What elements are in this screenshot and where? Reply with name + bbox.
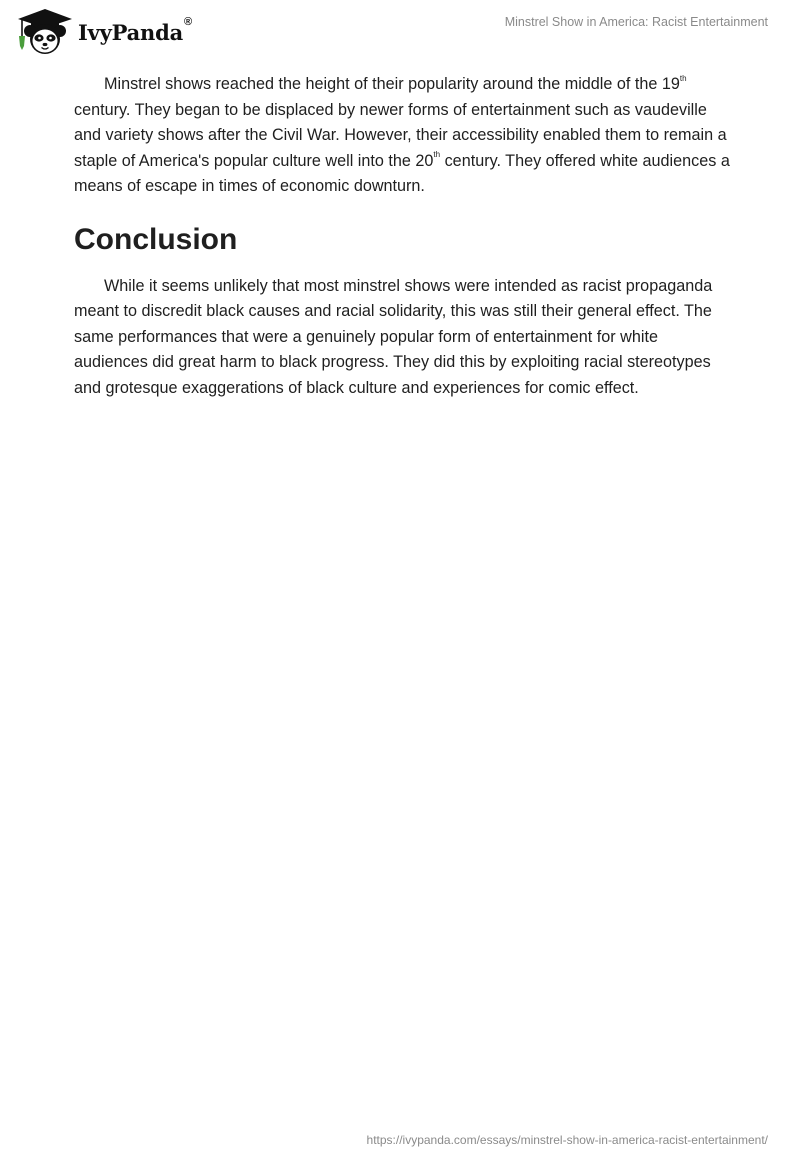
superscript-ordinal: th <box>433 150 441 160</box>
ivypanda-logo[interactable] <box>14 6 192 56</box>
document-running-title: Minstrel Show in America: Racist Entertainment <box>504 15 768 29</box>
paragraph-minstrel-popularity <box>74 72 730 200</box>
superscript-ordinal: th <box>679 73 687 83</box>
essay-content <box>74 72 730 401</box>
paragraph-conclusion: While it seems unlikely that most minstrel shows were intended as racist propaganda meant to discredit black causes and racial solidarity, this was still their general effect. The same performances that were a genuinely popular form of entertainment for white audiences did great harm to black progress. They did this by exploiting racial stereotypes and grotesque exaggerations of black culture and experiences for comic effect. <box>74 276 713 397</box>
paragraph-text: century. They offered white audiences a means of escape in times of economic downturn. <box>74 151 730 195</box>
source-url-link[interactable]: https://ivypanda.com/essays/minstrel-show-in-america-racist-entertainment/ <box>366 1133 768 1147</box>
page-header <box>0 0 800 60</box>
logo-wordmark: IvyPanda <box>78 19 184 45</box>
paragraph-text: Minstrel shows reached the height of their popularity around the middle of the 19 <box>104 75 680 93</box>
registered-mark: ® <box>184 16 193 28</box>
section-heading-conclusion: Conclusion <box>74 222 238 256</box>
paragraph-text: century. They began to be displaced by newer forms of entertainment such as vaudeville and variety shows after the Civil War. However, their accessibility enabled them to remain a staple of America's popular culture well into the 20 <box>74 100 727 170</box>
panda-graduate-icon <box>14 6 76 56</box>
